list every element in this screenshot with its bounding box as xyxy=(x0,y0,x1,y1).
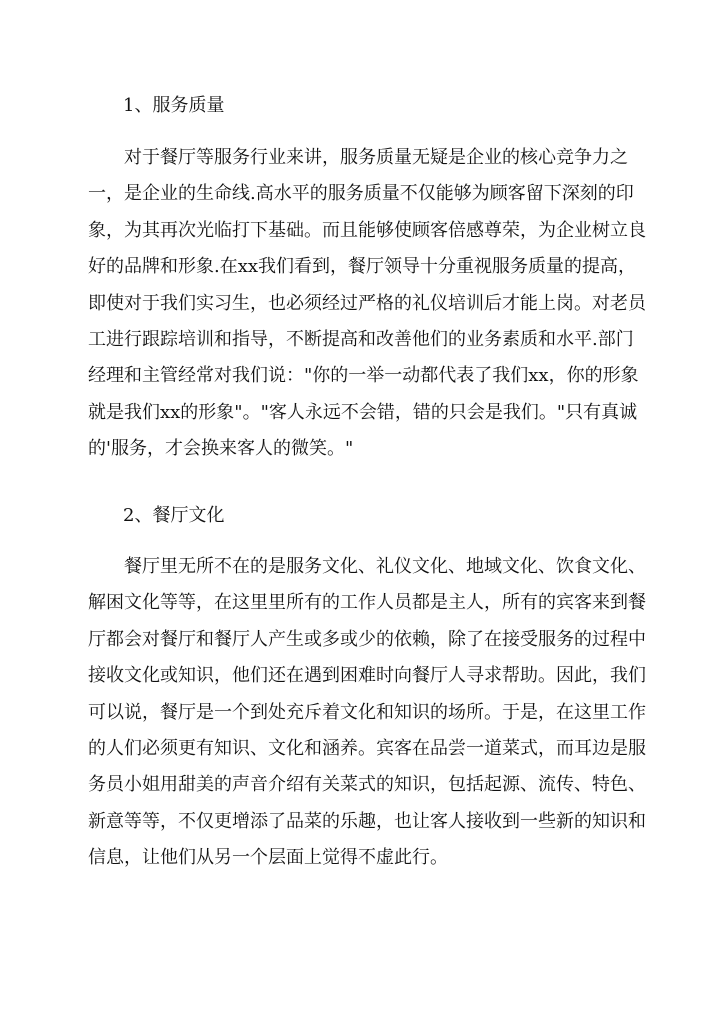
section-paragraph-restaurant-culture: 餐厅里无所不在的是服务文化、礼仪文化、地域文化、饮食文化、解困文化等等，在这里里所有的工作人员都是主人，所有的宾客来到餐厅都会对餐厅和餐厅人产生或多或少的依赖，除了在接受服务的过程中接收文化或知识，他们还在遇到困难时向餐厅人寻求帮助。因此，我们可以说，餐厅是一个到处充斥着文化和知识的场所。于是，在这里工作的人们必须更有知识、文化和涵养。宾客在品尝一道菜式，而耳边是服务员小姐用甜美的声音介绍有关菜式的知识，包括起源、流传、特色、新意等等，不仅更增添了品菜的乐趣，也让客人接收到一些新的知识和信息，让他们从另一个层面上觉得不虚此行。 xyxy=(88,556,646,869)
section-paragraph-service-quality: 对于餐厅等服务行业来讲，服务质量无疑是企业的核心竞争力之一，是企业的生命线.高水平的服务质量不仅能够为顾客留下深刻的印象，为其再次光临打下基础。而且能够使顾客倍感尊荣，为企业树立良好的品牌和形象.在xx我们看到，餐厅领导十分重视服务质量的提高，即使对于我们实习生，也必须经过严格的礼仪培训后才能上岗。对老员工进行跟踪培训和指导，不断提高和改善他们的业务素质和水平.部门经理和主管经常对我们说："你的一举一动都代表了我们xx，你的形象就是我们xx的形象"。"客人永远不会错，错的只会是我们。"只有真诚的'服务，才会换来客人的微笑。" xyxy=(88,147,646,460)
section-heading-restaurant-culture: 2、餐厅文化 xyxy=(123,505,225,526)
section-heading-service-quality: 1、服务质量 xyxy=(123,95,225,116)
